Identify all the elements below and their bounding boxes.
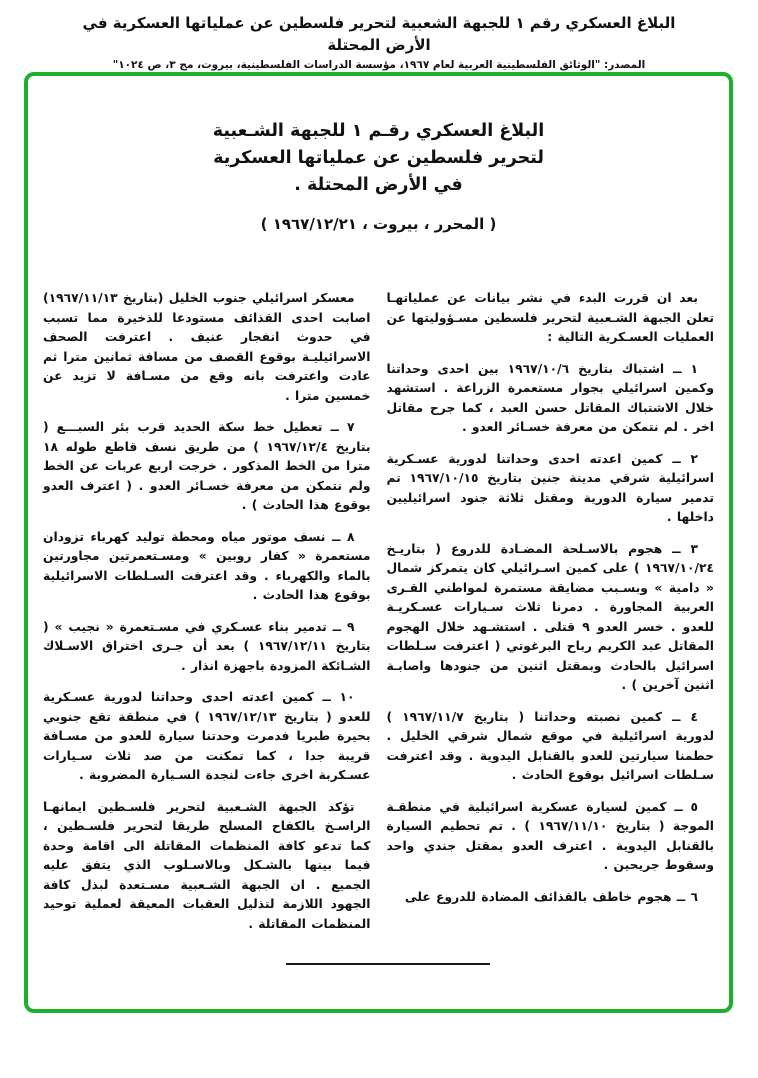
page-header [0, 0, 758, 71]
operation-item-6-start: ٦ ــ هجوم خاطف بالقذائف المضادة للدروع على [404, 889, 698, 904]
column-right [387, 289, 715, 946]
operation-item-7: ٧ ــ تعطيل خط سكة الحديد قرب بئر السبـــع ( بتاريخ ١٩٦٧/١٢/٤ ) من طريق نسف قاطع طوله ١٨ مترا من الخط المذكور . خرجت اربع عربات عن الخط ولم نتمكن من معرفة خسـائر العدو . ( اعترف العدو بوقوع هذا الحادث ) . [43, 420, 371, 512]
operation-item-9: ٩ ــ تدمير بناء عسـكري في مسـتعمرة « نجيب » ( بتاريخ ١٩٦٧/١٢/١١ ) بعد أن جـرى اختراق الاسـلاك الشـائكة المزودة باجهزة انذار . [43, 619, 371, 673]
operation-item-5: ٥ ــ كمين لسيارة عسكرية اسرائيلية في منطقـة الموجة ( بتاريخ ١٩٦٧/١١/١٠ ) . تم تحطيم السيارة بالقنابل اليدوية . اعترف العدو بمقتل جندي واحد وسقوط جريحين . [386, 799, 714, 872]
operation-item-2: ٢ ــ كمين اعدته احدى وحداتنا لدورية عسـكرية اسرائيلية شرقي مدينة جنين بتاريخ ١٩٦٧/١٠/١٥ تم تدمير سيارة الدورية ومقتل ثلاثة جنود اسرائيليين داخلها . [386, 451, 714, 524]
bottom-divider [286, 963, 490, 965]
document-title [28, 118, 729, 199]
column-left [43, 289, 371, 946]
operation-item-4: ٤ ــ كمين نصبته وحداتنا ( بتاريخ ١٩٦٧/١١/٧ ) لدورية اسرائيلية في موقع شمال شرقي الخليل . حطمنا سيارتين للعدو بالقنابل اليدوية . وقد اعترفت سـلطات اسرائيل بوقوع الحادث . [386, 709, 714, 782]
header-title: البلاغ العسكري رقم ١ للجبهة الشعبية لتحرير فلسطين عن عملياتها العسكرية في الأرض المحتلة [82, 14, 676, 54]
operation-item-6-continuation: معسكر اسرائيلي جنوب الخليل (بتاريخ ١٩٦٧/١١/١٣) اصابت احدى القذائف مستودعا للذخيرة مما تسبب في حدوث انفجار عنيف . اعترفت الصحف الاسرائيليـة بوقوع القصف من مسافة ثمانين مترا ثم عادت واعترفت بانه وقع من مسـافة لا تزيد عن خمسين مترا . [43, 291, 371, 403]
header-source: المصدر: "الوثائق الفلسطينية العربية لعام ١٩٦٧، مؤسسة الدراسات الفلسطينية، بيروت، مج ٣، ص ١٠٢٤" [112, 59, 646, 71]
closing-paragraph: تؤكد الجبهة الشـعبية لتحرير فلسـطين ايمانهـا الراسـخ بالكفاح المسلح طريقا لتحرير فلسـطين ، كما تدعو كافة المنظمات المقاتلة الى اقامة وحدة فيما بينها بالشـكل وبالاسـلوب الذي يتفق عليه الجميع . ان الجبهة الشـعبية مسـتعدة لبذل كافة الجهود اللازمة لتذليل العقبات المعيقة لعملية توحيد المنظمات المقاتلة . [43, 799, 371, 931]
text-columns [28, 289, 729, 946]
operation-item-10: ١٠ ــ كمين اعدته احدى وحداتنا لدورية عسـكرية للعدو ( بتاريخ ١٩٦٧/١٢/١٣ ) في منطقة تقع جنوبي بحيرة طبريا فدمرت وحدتنا سيارة للعدو من مسـافة قريبة جدا ، كما تمكنت من صد ثلاث سـيارات عسـكربة اخرى جاءت لنجدة السـيارة المضروبة . [43, 690, 371, 782]
document-title-line3: في الأرض المحتلة . [294, 175, 463, 195]
document-title-line2: لتحرير فلسطين عن عملياتها العسكرية [213, 148, 544, 168]
intro-paragraph: بعد ان قررت البدء في نشر بيانات عن عملياتهـا تعلن الجبهة الشـعبية لتحرير فلسطين مسـؤوليتها عن العمليات العسـكرية التالية : [386, 291, 714, 344]
operation-item-8: ٨ ــ نسف موتور مياه ومحطة توليد كهرباء تزودان مستعمرة « كفار روبين » ومسـتعمرتين مجاورتين بالماء والكهرباء . وقد اعترفت السـلطات الاسرائيلية بوقوع هذا الحادث . [43, 529, 371, 602]
document-frame [24, 72, 733, 1013]
dateline: ( المحرر ، بيروت ، ١٩٦٧/١٢/٢١ ) [260, 215, 497, 233]
operation-item-1: ١ ــ اشتباك بتاريخ ١٩٦٧/١٠/٦ بين احدى وحداتنا وكمين اسرائيلي بجوار مستعمرة الزراعة . استشهد خلال الاشتباك المقاتل حسن العبد ، كما جرح مقاتل اخر . لم نتمكن من معرفة خسـائر العدو . [386, 361, 714, 434]
document-title-line1: البلاغ العسكري رقـم ١ للجبهة الشـعبية [212, 121, 545, 141]
operation-item-3: ٣ ــ هجوم بالاسـلحة المضـادة للدروع ( بتاريـخ ١٩٦٧/١٠/٢٤ ) على كمين اسـرائيلي كان يتمركز شمال « دامية » وبسـبب مضايقة مستمرة لمواطني القـرى العربية المجاورة . دمرنا ثلاث سـيارات عسـكريـة للعدو . خسر العدو ٩ قتلى . استشـهد خلال الهجوم المقاتل عبد الكريم رباح البرغوتي ( اعترفت سـلطات اسرائيل بالحادث وبمقتل اثنين من جنودها واصابـة اثنين آخرين ) . [386, 541, 715, 692]
